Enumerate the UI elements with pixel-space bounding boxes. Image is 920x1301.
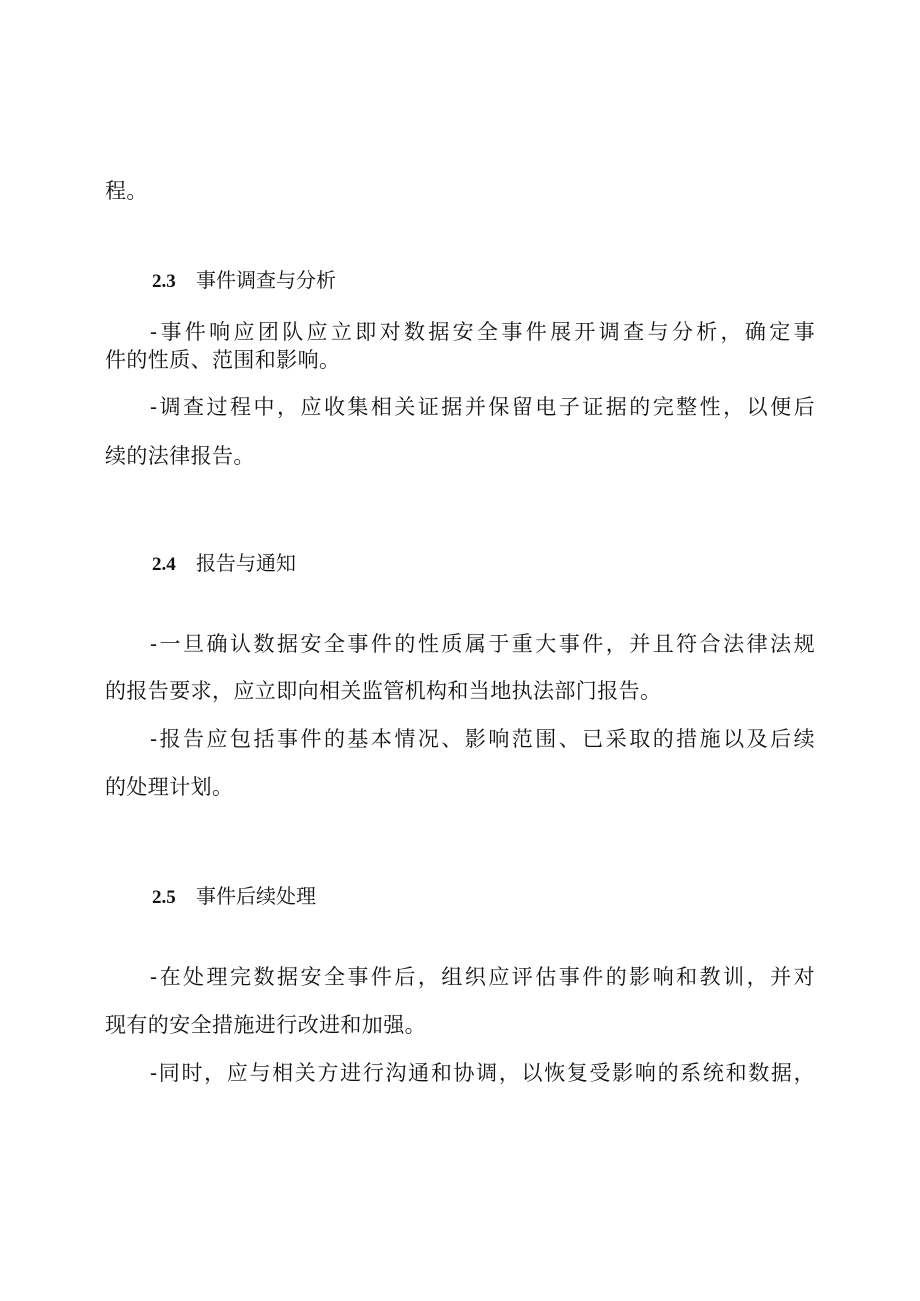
section-title: 报告与通知	[196, 551, 296, 575]
section-number: 2.5	[152, 887, 176, 908]
paragraph-line: 的报告要求，应立即向相关监管机构和当地执法部门报告。	[105, 679, 662, 703]
continuation-text: 程。	[105, 179, 148, 203]
paragraph-line: 件的性质、范围和影响。	[105, 348, 341, 372]
section-heading-2-5	[152, 882, 316, 912]
section-number: 2.4	[152, 554, 176, 575]
paragraph-line: 续的法律报告。	[105, 444, 255, 468]
section-heading-2-4	[152, 549, 296, 579]
section-number: 2.3	[152, 271, 176, 292]
paragraph-line: -一旦确认数据安全事件的性质属于重大事件，并且符合法律法规	[150, 632, 815, 656]
paragraph-line: -调查过程中，应收集相关证据并保留电子证据的完整性，以便后	[150, 395, 815, 419]
paragraph-line: -事件响应团队应立即对数据安全事件展开调查与分析，确定事	[150, 320, 815, 344]
paragraph-line: -同时，应与相关方进行沟通和协调，以恢复受影响的系统和数据，	[150, 1061, 815, 1085]
paragraph-line: -在处理完数据安全事件后，组织应评估事件的影响和教训，并对	[150, 965, 815, 989]
section-title: 事件调查与分析	[196, 268, 336, 292]
paragraph-line: 现有的安全措施进行改进和加强。	[105, 1013, 426, 1037]
section-heading-2-3	[152, 266, 336, 296]
section-title: 事件后续处理	[196, 884, 316, 908]
paragraph-line: -报告应包括事件的基本情况、影响范围、已采取的措施以及后续	[150, 727, 815, 751]
paragraph-line: 的处理计划。	[105, 775, 234, 799]
